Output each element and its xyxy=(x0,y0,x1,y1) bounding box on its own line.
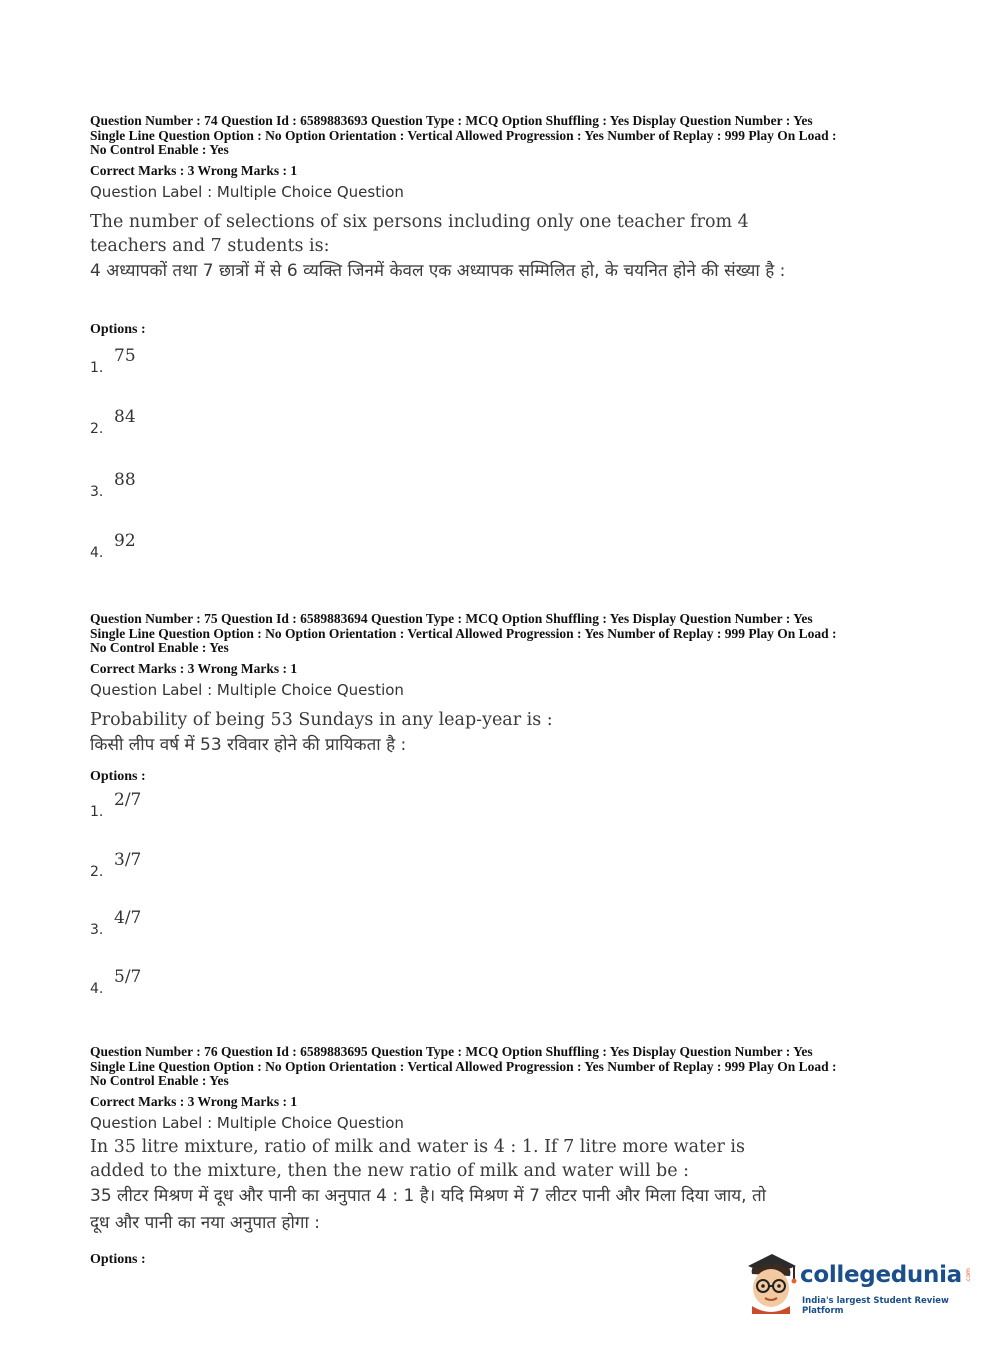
option-value: 92 xyxy=(114,531,136,551)
question-label: Question Label : Multiple Choice Question xyxy=(90,680,404,699)
option-value: 88 xyxy=(114,470,136,490)
option-3[interactable] xyxy=(90,470,290,510)
question-marks: Correct Marks : 3 Wrong Marks : 1 xyxy=(90,1093,298,1109)
option-value: 75 xyxy=(114,346,136,366)
option-value: 84 xyxy=(114,407,136,427)
option-2[interactable] xyxy=(90,407,290,447)
question-meta-line1: Question Number : 75 Question Id : 6589883694 Question Type : MCQ Option Shuffling : Yes Display Question Number : Yes xyxy=(90,611,813,626)
options-title: Options : xyxy=(90,769,146,784)
question-text-hindi: किसी लीप वर्ष में 53 रविवार होने की प्रायिकता है : xyxy=(90,734,407,755)
question-text-english: The number of selections of six persons including only one teacher from 4 teachers and 7 students is: xyxy=(90,211,749,256)
question-meta-line2: Single Line Question Option : No Option Orientation : Vertical Allowed Progression : Yes Number of Replay : 999 Play On Load : xyxy=(90,127,837,143)
option-value: 5/7 xyxy=(114,967,142,987)
option-value: 3/7 xyxy=(114,850,142,870)
logo-tagline: India's largest Student Review Platform xyxy=(802,1296,949,1316)
option-number: 2. xyxy=(90,864,104,880)
option-number: 4. xyxy=(90,545,104,561)
question-text-hindi: 4 अध्यापकों तथा 7 छात्रों में से 6 व्यक्ति जिनमें केवल एक अध्यापक सम्मिलित हो, के चयनित होने की संख्या है : xyxy=(90,260,786,281)
logo-wordmark: collegedunia xyxy=(800,1262,962,1288)
option-1[interactable] xyxy=(90,790,290,830)
option-4[interactable] xyxy=(90,531,290,571)
question-label: Question Label : Multiple Choice Question xyxy=(90,1113,404,1132)
question-meta-line1: Question Number : 76 Question Id : 6589883695 Question Type : MCQ Option Shuffling : Yes Display Question Number : Yes xyxy=(90,1044,813,1059)
question-75 xyxy=(90,612,920,759)
options-title: Options : xyxy=(90,1252,146,1267)
question-meta-line1: Question Number : 74 Question Id : 6589883693 Question Type : MCQ Option Shuffling : Yes Display Question Number : Yes xyxy=(90,113,813,128)
question-text-english: In 35 litre mixture, ratio of milk and water is 4 : 1. If 7 litre more water is added to the mixture, then the new ratio of milk and water will be : xyxy=(90,1136,745,1181)
option-1[interactable] xyxy=(90,346,290,386)
question-meta-line2: Single Line Question Option : No Option Orientation : Vertical Allowed Progression : Yes Number of Replay : 999 Play On Load : xyxy=(90,625,837,641)
options-list xyxy=(90,346,390,576)
option-2[interactable] xyxy=(90,850,290,890)
option-4[interactable] xyxy=(90,967,290,1007)
question-meta-line3: No Control Enable : Yes xyxy=(90,142,229,157)
options-list xyxy=(90,790,390,1010)
option-number: 1. xyxy=(90,804,104,820)
options-title: Options : xyxy=(90,322,146,337)
option-value: 4/7 xyxy=(114,908,142,928)
question-74 xyxy=(90,114,920,285)
question-text-hindi: 35 लीटर मिश्रण में दूध और पानी का अनुपात 4 : 1 है। यदि मिश्रण में 7 लीटर पानी और मिला दिया जाय, तो दूध और पानी का नया अनुपात होगा : xyxy=(90,1185,767,1233)
question-meta-line2: Single Line Question Option : No Option Orientation : Vertical Allowed Progression : Yes Number of Replay : 999 Play On Load : xyxy=(90,1058,837,1074)
logo-suffix: .com xyxy=(964,1268,972,1283)
option-number: 2. xyxy=(90,421,104,437)
option-number: 3. xyxy=(90,922,104,938)
question-meta-line3: No Control Enable : Yes xyxy=(90,1073,229,1088)
question-76 xyxy=(90,1045,920,1237)
option-number: 4. xyxy=(90,981,104,997)
option-number: 3. xyxy=(90,484,104,500)
option-3[interactable] xyxy=(90,908,290,948)
question-meta-line3: No Control Enable : Yes xyxy=(90,640,229,655)
mascot-icon xyxy=(742,1250,800,1314)
question-label: Question Label : Multiple Choice Question xyxy=(90,182,404,201)
option-value: 2/7 xyxy=(114,790,142,810)
collegedunia-logo xyxy=(742,1250,972,1320)
option-number: 1. xyxy=(90,360,104,376)
question-marks: Correct Marks : 3 Wrong Marks : 1 xyxy=(90,162,298,178)
question-marks: Correct Marks : 3 Wrong Marks : 1 xyxy=(90,660,298,676)
question-text-english: Probability of being 53 Sundays in any leap-year is : xyxy=(90,709,553,730)
